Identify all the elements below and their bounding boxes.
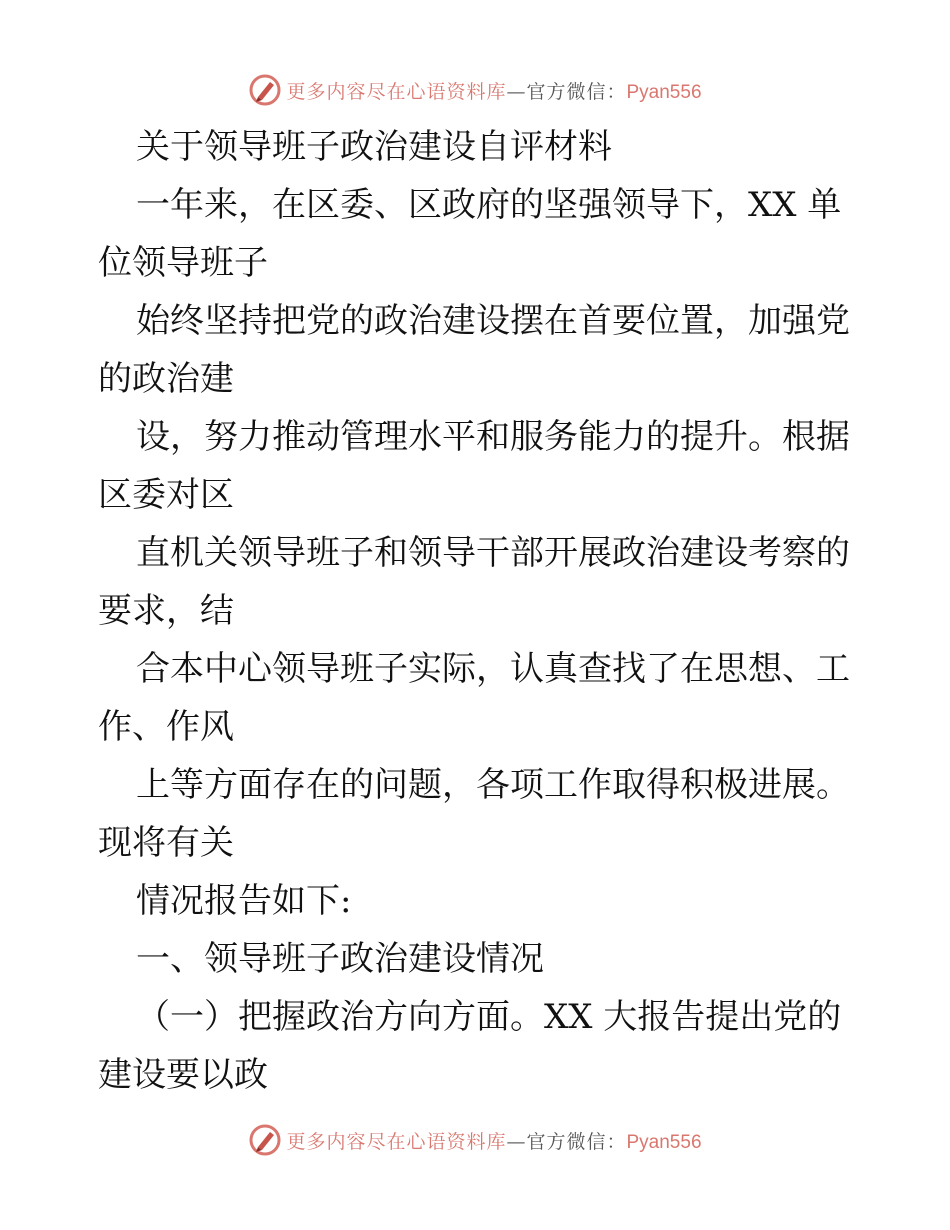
header-watermark [0,70,950,110]
text-line: 始终坚持把党的政治建设摆在首要位置，加强党 [136,301,850,341]
watermark-label: 官方微信： [526,1130,627,1153]
text-line: 位领导班子 [98,243,268,283]
text-line: 一、领导班子政治建设情况 [136,939,544,979]
watermark-account: Pyan556 [626,81,702,103]
text-line: 现将有关 [98,823,234,863]
text-line: 上等方面存在的问题，各项工作取得积极进展。 [136,765,850,805]
pen-logo-icon [248,1123,282,1157]
text-line: （一）把握政治方向方面。XX 大报告提出党的 [136,997,842,1037]
text-line: 情况报告如下: [136,881,352,921]
text-line: 要求，结 [98,591,234,631]
watermark-account: Pyan556 [626,1131,702,1153]
text-line: 合本中心领导班子实际，认真查找了在思想、工 [136,649,850,689]
text-line: 直机关领导班子和领导干部开展政治建设考察的 [136,533,850,573]
watermark-separator: — [506,1130,527,1153]
footer-watermark [0,1120,950,1160]
document-body [98,118,858,1104]
pen-logo-icon [248,73,282,107]
watermark-separator: — [506,80,527,103]
text-line: 作、作风 [98,707,234,747]
watermark-label: 官方微信： [526,80,627,103]
text-line: 一年来，在区委、区政府的坚强领导下，XX 单 [136,185,842,225]
text-line: 区委对区 [98,475,234,515]
text-line: 设，努力推动管理水平和服务能力的提升。根据 [136,417,850,457]
watermark-text: 更多内容尽在心语资料库 [286,1130,507,1153]
text-line: 的政治建 [98,359,234,399]
text-line: 建设要以政 [98,1055,268,1095]
text-line: 关于领导班子政治建设自评材料 [136,127,612,167]
watermark-text: 更多内容尽在心语资料库 [286,80,507,103]
